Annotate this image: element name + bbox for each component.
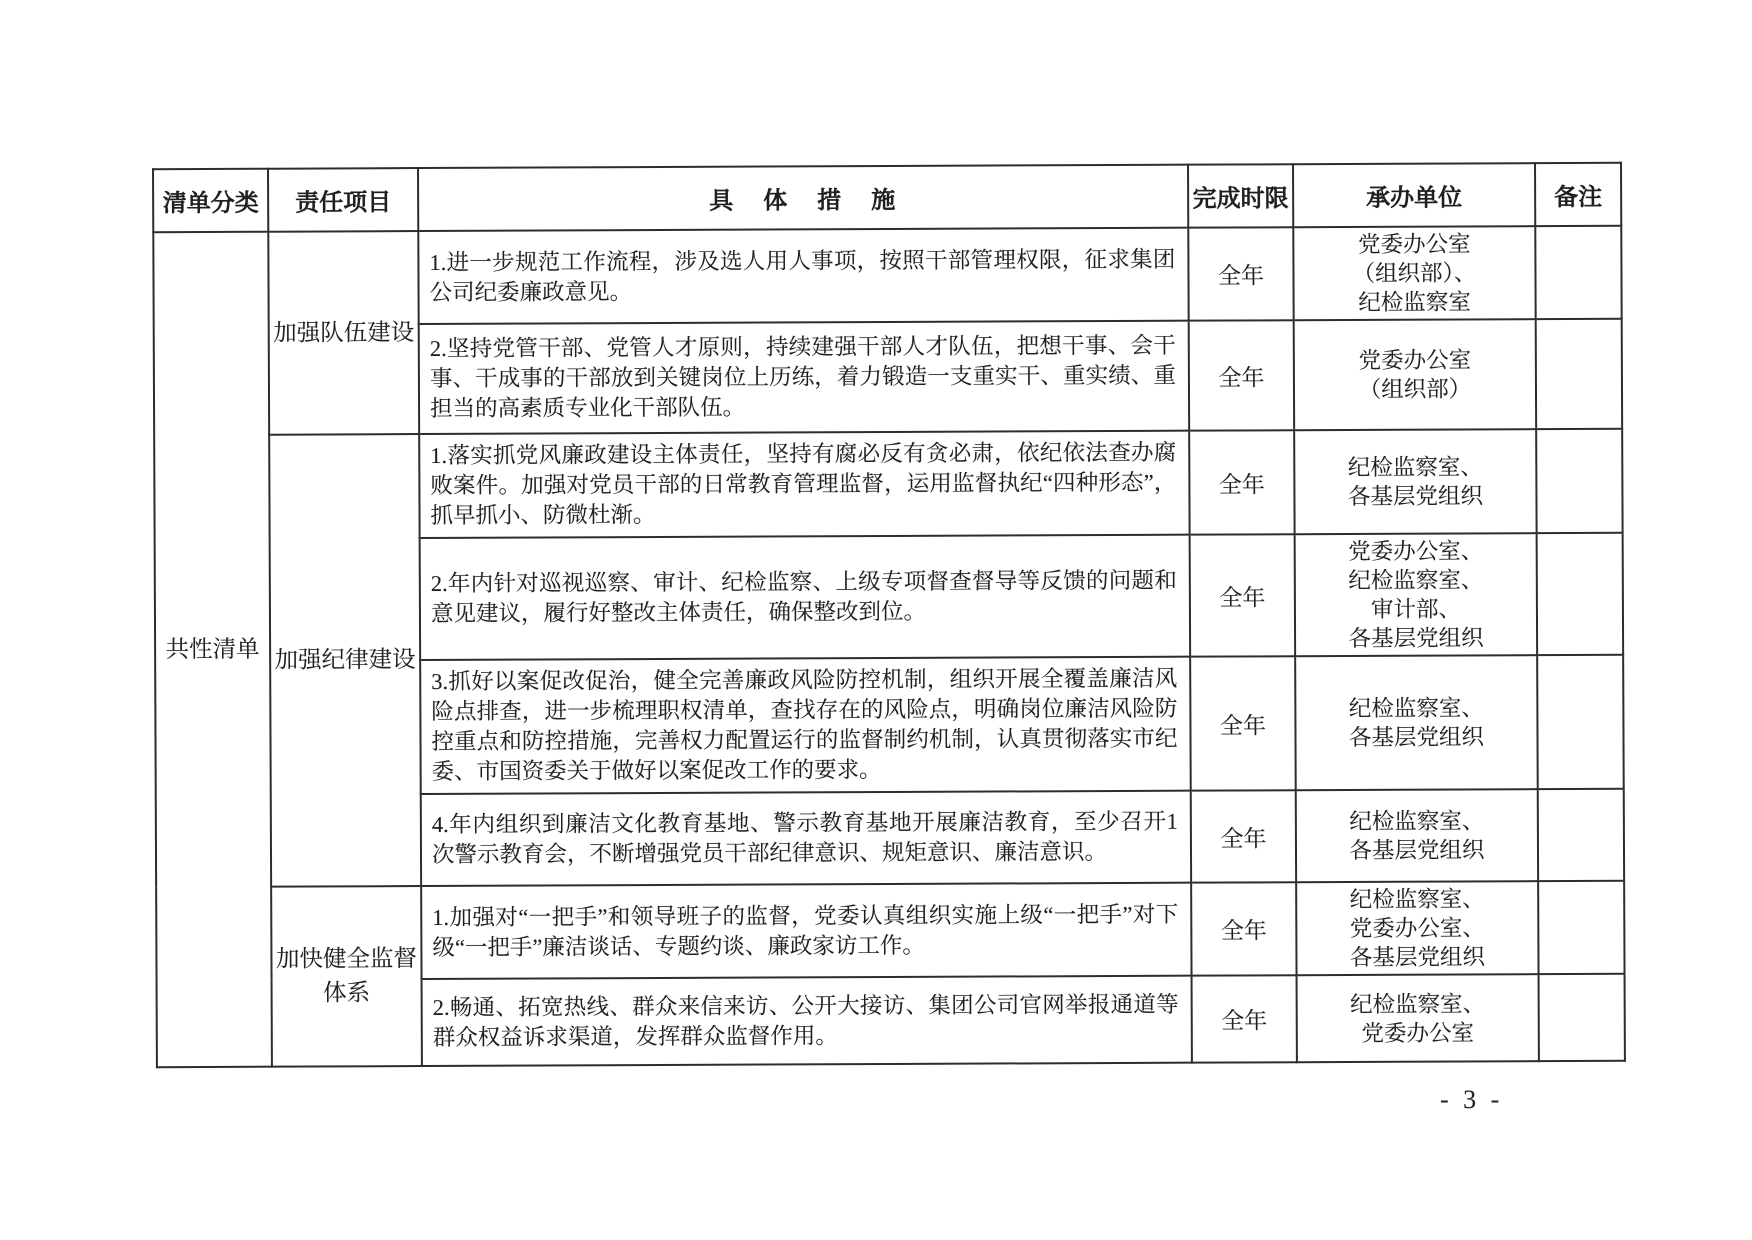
- header-measures: 具体措施: [418, 165, 1188, 231]
- table-row: [153, 226, 1621, 325]
- table-header-row: [153, 163, 1621, 232]
- cell-unit: 纪检监察室、 各基层党组织: [1295, 655, 1538, 790]
- cell-unit: 党委办公室 （组织部）: [1294, 319, 1536, 430]
- cell-remark: [1536, 319, 1622, 429]
- cell-remark: [1538, 789, 1624, 881]
- cell-deadline: 全年: [1191, 882, 1296, 975]
- cell-measure: 3.抓好以案促改促治，健全完善廉政风险防控机制，组织开展全覆盖廉洁风险点排查，进一步梳理职权清单，查找存在的风险点，明确岗位廉洁风险防控重点和防控措施，完善权力配置运行的监督制约机制，认真贯彻落实市纪委、市国资委关于做好以案促改工作的要求。: [420, 657, 1191, 794]
- cell-unit: 纪检监察室、 党委办公室、 各基层党组织: [1296, 881, 1538, 975]
- cell-deadline: 全年: [1190, 534, 1296, 656]
- cell-unit: 纪检监察室、 各基层党组织: [1296, 789, 1538, 882]
- cell-measure: 1.加强对“一把手”和领导班子的监督，党委认真组织实施上级“一把手”对下级“一把手”廉洁谈话、专题约谈、廉政家访工作。: [421, 883, 1191, 979]
- cell-measure: 1.落实抓党风廉政建设主体责任，坚持有腐必反有贪必肃，依纪依法查办腐败案件。加强对党员干部的日常教育管理监督，运用监督执纪“四种形态”，抓早抓小、防微杜渐。: [419, 431, 1189, 538]
- cell-remark: [1537, 533, 1624, 655]
- cell-unit: 党委办公室 （组织部）、 纪检监察室: [1293, 226, 1535, 320]
- cell-remark: [1537, 655, 1624, 789]
- cell-measure: 2.畅通、拓宽热线、群众来信来访、公开大接访、集团公司官网举报通道等群众权益诉求渠道，发挥群众监督作用。: [422, 976, 1192, 1066]
- cell-unit: 纪检监察室、 党委办公室: [1297, 974, 1539, 1062]
- cell-deadline: 全年: [1190, 656, 1296, 790]
- header-unit: 承办单位: [1293, 163, 1535, 227]
- responsibility-table-wrap: [152, 162, 1624, 1068]
- cell-deadline: 全年: [1191, 790, 1296, 882]
- header-remarks: 备注: [1535, 163, 1621, 226]
- header-project: 责任项目: [268, 168, 418, 232]
- cell-remark: [1535, 226, 1621, 319]
- cell-unit: 党委办公室、 纪检监察室、 审计部、 各基层党组织: [1295, 533, 1538, 656]
- table-row: [156, 881, 1624, 980]
- cell-deadline: 全年: [1189, 320, 1294, 430]
- table-row: [154, 429, 1622, 539]
- cell-remark: [1539, 974, 1625, 1061]
- cell-deadline: 全年: [1188, 227, 1293, 320]
- cell-project-supervision-system: 加快健全监督体系: [271, 886, 422, 1067]
- cell-measure: 1.进一步规范工作流程，涉及选人用人事项，按照干部管理权限，征求集团公司纪委廉政意见。: [418, 228, 1188, 324]
- cell-category: 共性清单: [153, 232, 272, 1067]
- cell-project-discipline-building: 加强纪律建设: [269, 434, 421, 887]
- header-category: 清单分类: [153, 169, 268, 233]
- cell-project-team-building: 加强队伍建设: [268, 231, 419, 435]
- cell-measure: 2.坚持党管干部、党管人才原则，持续建强干部人才队伍，把想干事、会干事、干成事的干部放到关键岗位上历练，着力锻造一支重实干、重实绩、重担当的高素质专业化干部队伍。: [419, 321, 1189, 434]
- cell-deadline: 全年: [1192, 975, 1297, 1062]
- cell-measure: 4.年内组织到廉洁文化教育基地、警示教育基地开展廉洁教育，至少召开1次警示教育会，不断增强党员干部纪律意识、规矩意识、廉洁意识。: [421, 791, 1191, 886]
- cell-remark: [1536, 429, 1622, 533]
- cell-unit: 纪检监察室、 各基层党组织: [1294, 429, 1536, 534]
- cell-remark: [1538, 881, 1624, 974]
- cell-measure: 2.年内针对巡视巡察、审计、纪检监察、上级专项督查督导等反馈的问题和意见建议，履行好整改主体责任，确保整改到位。: [420, 535, 1191, 660]
- page-number: - 3 -: [1440, 1085, 1504, 1114]
- responsibility-list-table: [152, 162, 1626, 1068]
- cell-deadline: 全年: [1189, 430, 1294, 534]
- header-deadline: 完成时限: [1188, 164, 1293, 227]
